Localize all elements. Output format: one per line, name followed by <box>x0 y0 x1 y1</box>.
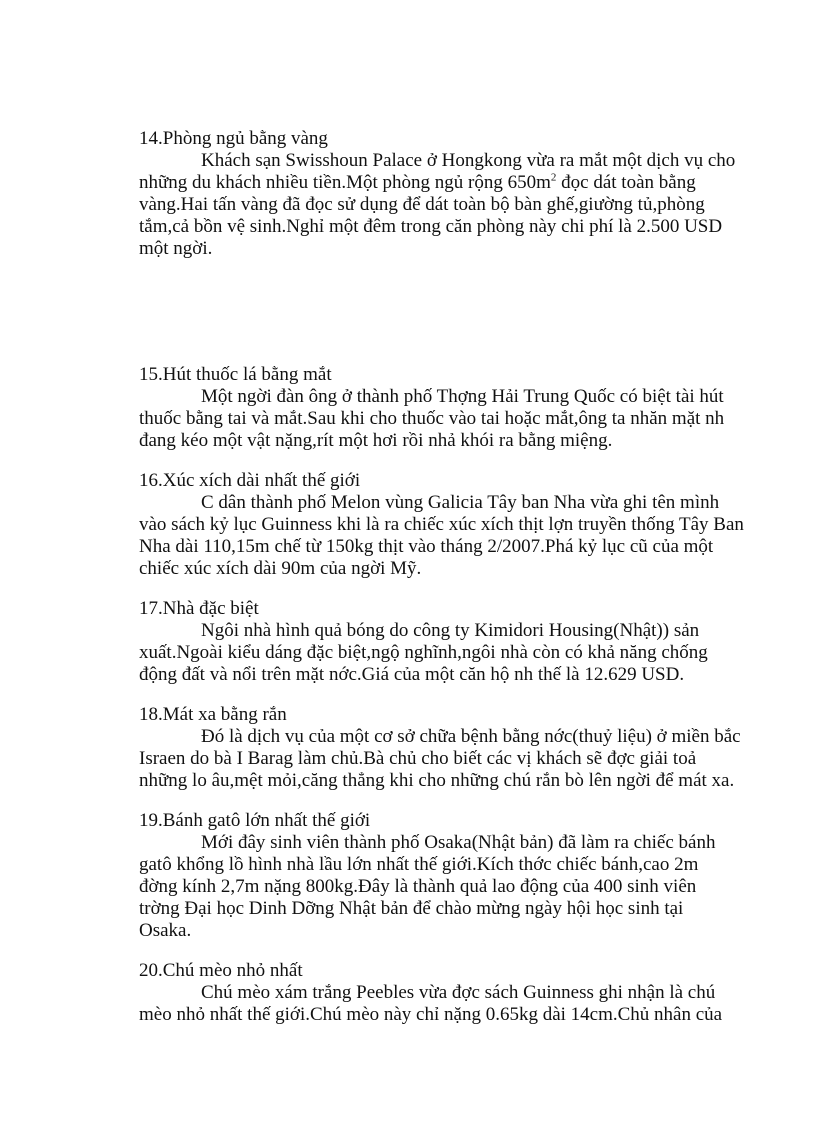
section-heading: 18.Mát xa bằng rắn <box>139 704 287 725</box>
section-heading: 17.Nhà đặc biệt <box>139 598 259 619</box>
text-line: Chú mèo xám trắng Peebles vừa đợc sách Guinness ghi nhận là chú <box>201 982 716 1003</box>
paragraph <box>139 620 759 686</box>
text-line: C dân thành phố Melon vùng Galicia Tây ban Nha vừa ghi tên mình <box>201 492 720 513</box>
text-line: Một ngời đàn ông ở thành phố Thợng Hải Trung Quốc có biệt tài hút <box>201 386 724 407</box>
section-heading: 19.Bánh gatô lớn nhất thế giới <box>139 810 371 831</box>
section-heading: 14.Phòng ngủ bằng vàng <box>139 128 328 149</box>
text-line: Khách sạn Swisshoun Palace ở Hongkong vừa ra mắt một dịch vụ cho <box>201 150 736 171</box>
text-line: trờng Đại học Dinh Dỡng Nhật bản để chào mừng ngày hội học sinh tại <box>139 898 684 919</box>
text-line: tắm,cả bồn vệ sinh.Nghỉ một đêm trong căn phòng này chi phí là 2.500 USD <box>139 216 723 237</box>
text-line: vào sách kỷ lục Guinness khi là ra chiếc xúc xích thịt lợn truyền thống Tây Ban <box>139 514 744 535</box>
text-line: vàng.Hai tấn vàng đã đọc sử dụng để dát toàn bộ bàn ghế,giường tủ,phòng <box>139 194 705 215</box>
section-17 <box>139 598 759 686</box>
text-line: Nha dài 110,15m chế từ 150kg thịt vào tháng 2/2007.Phá kỷ lục cũ của một <box>139 536 714 557</box>
text-line: Israen do bà I Barag làm chủ.Bà chủ cho biết các vị khách sẽ đợc giải toả <box>139 748 697 769</box>
section-heading: 15.Hút thuốc lá bằng mắt <box>139 364 332 385</box>
text-line: đờng kính 2,7m nặng 800kg.Đây là thành quả lao động của 400 sinh viên <box>139 876 697 897</box>
paragraph <box>139 386 759 452</box>
section-heading: 16.Xúc xích dài nhất thế giới <box>139 470 361 491</box>
text-line: xuất.Ngoài kiểu dáng đặc biệt,ngộ nghĩnh,ngôi nhà còn có khả năng chống <box>139 642 708 663</box>
text-line: Đó là dịch vụ của một cơ sở chữa bệnh bằng nớc(thuỷ liệu) ở miền bắc <box>201 726 741 747</box>
paragraph <box>139 150 759 260</box>
text-line: những lo âu,mệt mỏi,căng thẳng khi cho những chú rắn bò lên ngời để mát xa. <box>139 770 735 791</box>
section-14 <box>139 128 759 260</box>
section-18 <box>139 704 759 792</box>
text-line: thuốc bằng tai và mắt.Sau khi cho thuốc vào tai hoặc mắt,ông ta nhăn mặt nh <box>139 408 725 429</box>
paragraph <box>139 832 759 942</box>
text-line: một ngời. <box>139 238 213 259</box>
paragraph <box>139 982 759 1026</box>
text-line: động đất và nổi trên mặt nớc.Giá của một căn hộ nh thế là 12.629 USD. <box>139 664 685 685</box>
section-16 <box>139 470 759 580</box>
text-line: đọc dát toàn bằng <box>556 172 696 193</box>
text-line: Mới đây sinh viên thành phố Osaka(Nhật bản) đã làm ra chiếc bánh <box>201 832 716 853</box>
text-line: chiếc xúc xích dài 90m của ngời Mỹ. <box>139 558 422 579</box>
section-19 <box>139 810 759 942</box>
paragraph <box>139 726 759 792</box>
text-line: đang kéo một vật nặng,rít một hơi rồi nhả khói ra bằng miệng. <box>139 430 613 451</box>
text-line: Osaka. <box>139 920 192 941</box>
section-15 <box>139 364 759 452</box>
text-line: mèo nhỏ nhất thế giới.Chú mèo này chỉ nặng 0.65kg dài 14cm.Chủ nhân của <box>139 1004 723 1025</box>
superscript: 2 <box>550 171 557 184</box>
text-line: Ngôi nhà hình quả bóng do công ty Kimidori Housing(Nhật)) sản <box>201 620 700 641</box>
text-line: gatô khổng lồ hình nhà lầu lớn nhất thế giới.Kích thớc chiếc bánh,cao 2m <box>139 854 699 875</box>
section-heading: 20.Chú mèo nhỏ nhất <box>139 960 303 981</box>
section-20 <box>139 960 759 1026</box>
text-line: những du khách nhiều tiền.Một phòng ngủ rộng 650m <box>139 172 551 193</box>
paragraph <box>139 492 759 580</box>
